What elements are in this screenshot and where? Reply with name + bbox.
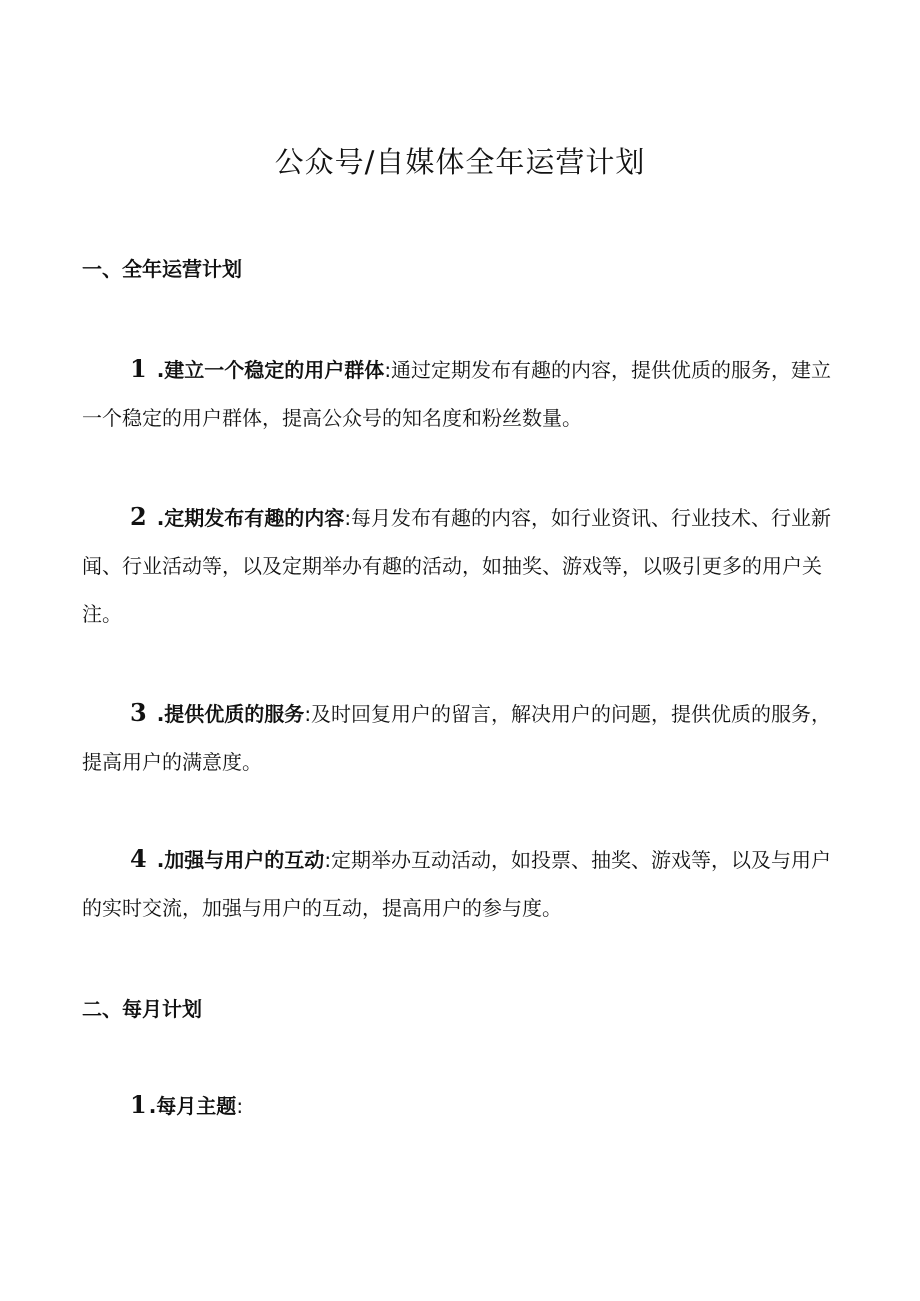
item-lead: .建立一个稳定的用户群体 <box>156 358 385 382</box>
item-number: 4 <box>130 844 147 873</box>
item-text: : <box>236 1094 244 1118</box>
item-text: :及时回复用户的留言，解决用户的问题，提供优质的服务，提高用户的满意度。 <box>82 702 832 774</box>
item-text: :每月发布有趣的内容，如行业资讯、行业技术、行业新闻、行业活动等，以及定期举办有趣的活动，如抽奖、游戏等，以吸引更多的用户关注。 <box>82 506 832 626</box>
item-text: :通过定期发布有趣的内容，提供优质的服务，建立一个稳定的用户群体，提高公众号的知名度和粉丝数量。 <box>82 358 832 430</box>
item-number: 2 <box>130 502 147 531</box>
item-lead: .定期发布有趣的内容 <box>156 506 345 530</box>
plan-item-2 <box>82 493 850 638</box>
document-title: 公众号/自媒体全年运营计划 <box>274 145 646 179</box>
item-lead: .加强与用户的互动 <box>156 848 325 872</box>
item-number: 3 <box>130 698 147 727</box>
monthly-item-1 <box>130 1090 243 1119</box>
item-number: 1 <box>130 354 147 383</box>
item-text: :定期举办互动活动，如投票、抽奖、游戏等，以及与用户的实时交流，加强与用户的互动，提高用户的参与度。 <box>82 848 832 920</box>
plan-item-4 <box>82 835 850 932</box>
item-number: 1 <box>130 1090 147 1119</box>
section-heading-annual-plan: 一、全年运营计划 <box>82 257 242 281</box>
plan-item-1 <box>82 345 850 442</box>
item-lead: .每月主题 <box>148 1094 237 1118</box>
section-heading-monthly-plan: 二、每月计划 <box>82 997 202 1021</box>
plan-item-3 <box>82 689 850 786</box>
item-lead: .提供优质的服务 <box>156 702 305 726</box>
